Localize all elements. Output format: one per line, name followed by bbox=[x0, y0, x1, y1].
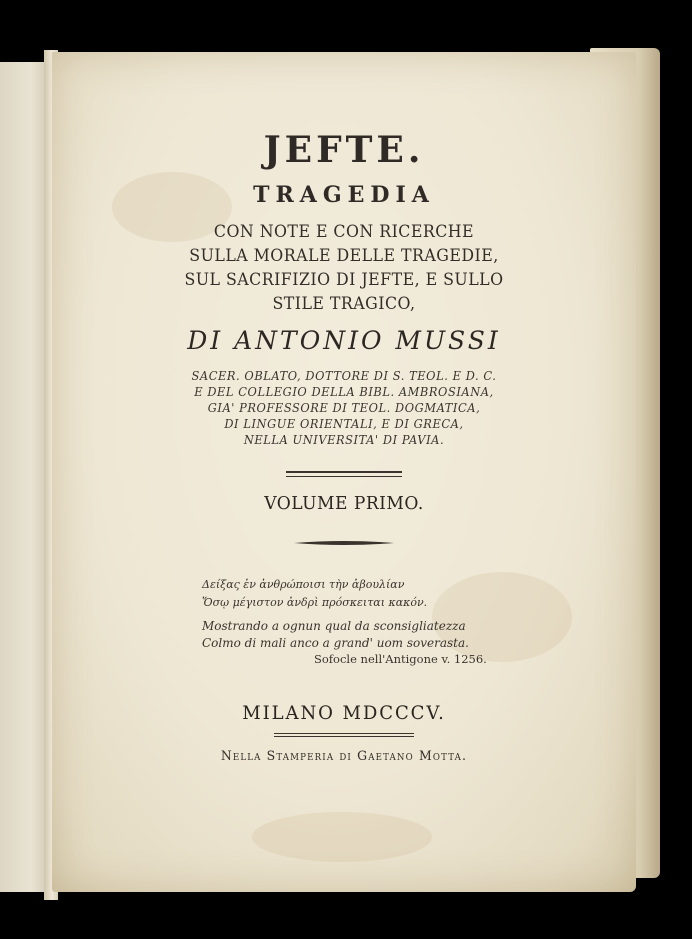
description-line: STILE TRAGICO, bbox=[272, 294, 416, 314]
divider-rule bbox=[274, 733, 414, 734]
book-subtitle: TRAGEDIA bbox=[253, 182, 435, 208]
volume-label: VOLUME PRIMO. bbox=[264, 493, 424, 514]
epigraph-greek-line: Ὅσῳ μέγιστον ἀνδρὶ πρόσκειται κακόν. bbox=[202, 596, 428, 609]
epigraph-greek-line: Δείξας ἐν ἀνθρώποισι τὴν ἀβουλίαν bbox=[202, 578, 405, 591]
credential-line: DI LINGUE ORIENTALI, E DI GRECA, bbox=[224, 417, 464, 431]
description-line: SUL SACRIFIZIO DI JEFTE, E SULLO bbox=[184, 270, 504, 290]
author-name: DI ANTONIO MUSSI bbox=[187, 326, 501, 355]
book-title: JEFTE. bbox=[263, 129, 425, 171]
epigraph-italian-line: Mostrando a ognun qual da sconsigliatezza bbox=[202, 619, 466, 633]
credential-line: NELLA UNIVERSITA' DI PAVIA. bbox=[243, 433, 445, 447]
credential-line: E DEL COLLEGIO DELLA BIBL. AMBROSIANA, bbox=[194, 385, 494, 399]
epigraph-reference: Sofocle nell'Antigone v. 1256. bbox=[314, 652, 487, 666]
imprint-place-date: MILANO MDCCCV. bbox=[242, 702, 446, 724]
divider-rule bbox=[274, 736, 414, 737]
divider-rule bbox=[286, 476, 402, 477]
description-line: SULLA MORALE DELLE TRAGEDIE, bbox=[189, 246, 499, 266]
description-line: CON NOTE E CON RICERCHE bbox=[213, 222, 475, 242]
title-page bbox=[52, 52, 636, 892]
ornament-divider bbox=[52, 538, 636, 548]
imprint-printer: Nella Stamperia di Gaetano Motta. bbox=[220, 749, 468, 764]
credential-line: SACER. OBLATO, DOTTORE DI S. TEOL. E D. C. bbox=[191, 369, 497, 383]
divider-rule bbox=[286, 471, 402, 473]
credential-line: GIA' PROFESSORE DI TEOL. DOGMATICA, bbox=[207, 401, 481, 415]
epigraph-italian-line: Colmo di mali anco a grand' uom soverasta. bbox=[202, 636, 469, 650]
paper-stain bbox=[252, 812, 432, 862]
